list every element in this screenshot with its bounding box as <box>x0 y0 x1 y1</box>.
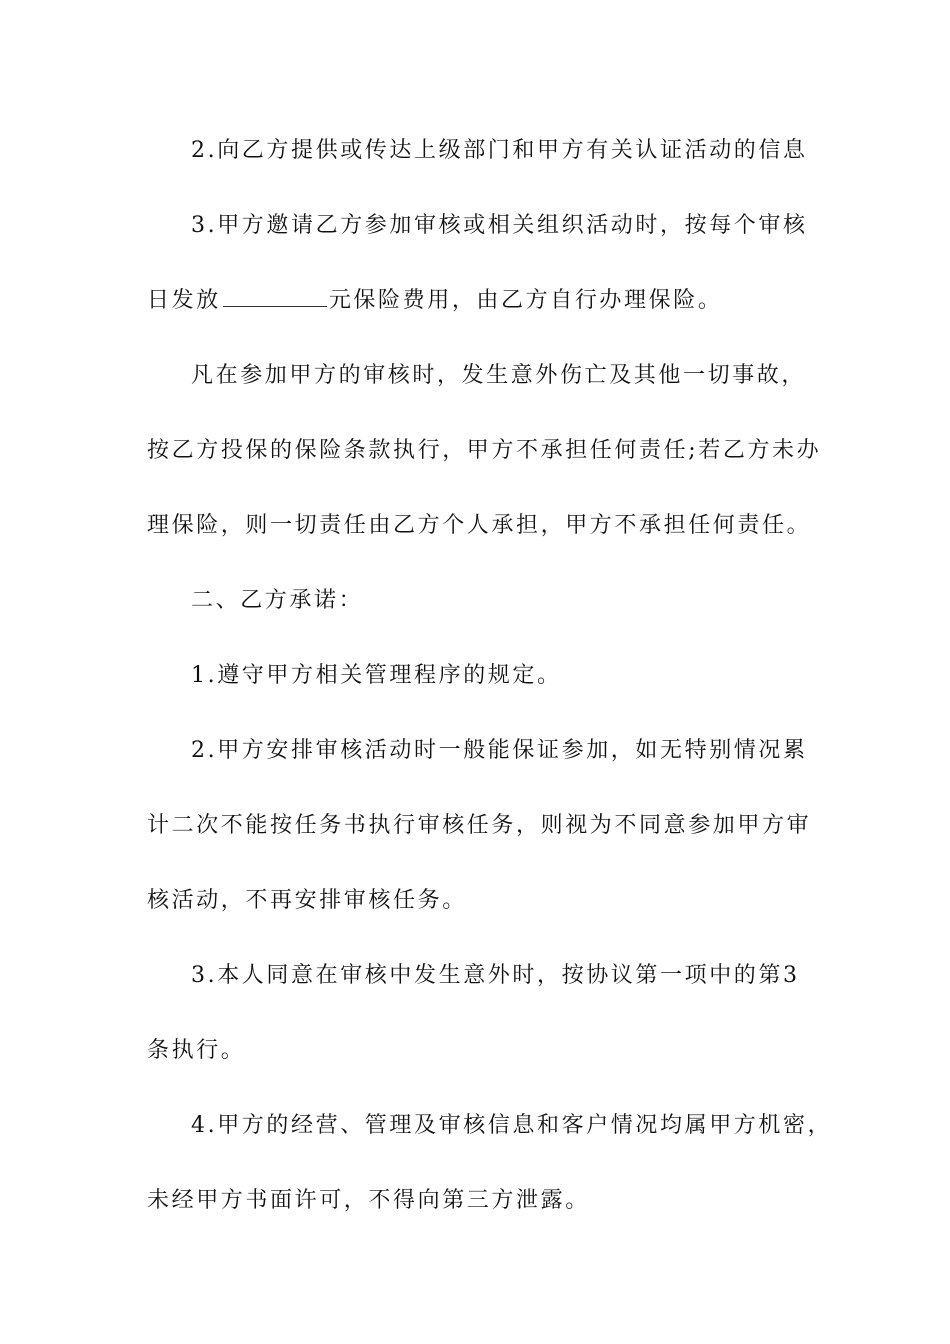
amount-blank-field[interactable] <box>223 286 327 307</box>
commitment-3-line2: 条执行。 <box>147 1038 246 1063</box>
commitment-3-line1: 3.本人同意在审核中发生意外时，按协议第一项中的第3 <box>191 963 800 988</box>
commitment-4-line1: 4.甲方的经营、管理及审核信息和客户情况均属甲方机密， <box>191 1113 833 1138</box>
commitment-4-line2: 未经甲方书面许可，不得向第三方泄露。 <box>147 1188 590 1213</box>
liability-line2: 按乙方投保的保险条款执行，甲方不承担任何责任;若乙方未办 <box>147 438 822 463</box>
clause-a3-suffix: 元保险费用，由乙方自行办理保险。 <box>328 288 723 313</box>
commitment-2-line3: 核活动，不再安排审核任务。 <box>147 888 467 913</box>
commitment-2-line1: 2.甲方安排审核活动时一般能保证参加，如无特别情况累 <box>191 738 808 763</box>
liability-line1: 凡在参加甲方的审核时，发生意外伤亡及其他一切事故， <box>191 363 807 388</box>
commitment-2-line2: 计二次不能按任务书执行审核任务，则视为不同意参加甲方审 <box>147 813 812 838</box>
section-heading-party-b-commitments: 二、乙方承诺： <box>191 588 364 613</box>
clause-a3-line1: 3.甲方邀请乙方参加审核或相关组织活动时，按每个审核 <box>191 213 808 238</box>
clause-a2: 2.向乙方提供或传达上级部门和甲方有关认证活动的信息 <box>191 138 808 163</box>
commitment-1: 1.遵守甲方相关管理程序的规定。 <box>191 663 562 688</box>
liability-line3: 理保险，则一切责任由乙方个人承担，甲方不承担任何责任。 <box>147 513 812 538</box>
clause-a3-prefix: 日发放 <box>147 288 221 313</box>
clause-a3-line2 <box>147 286 827 316</box>
